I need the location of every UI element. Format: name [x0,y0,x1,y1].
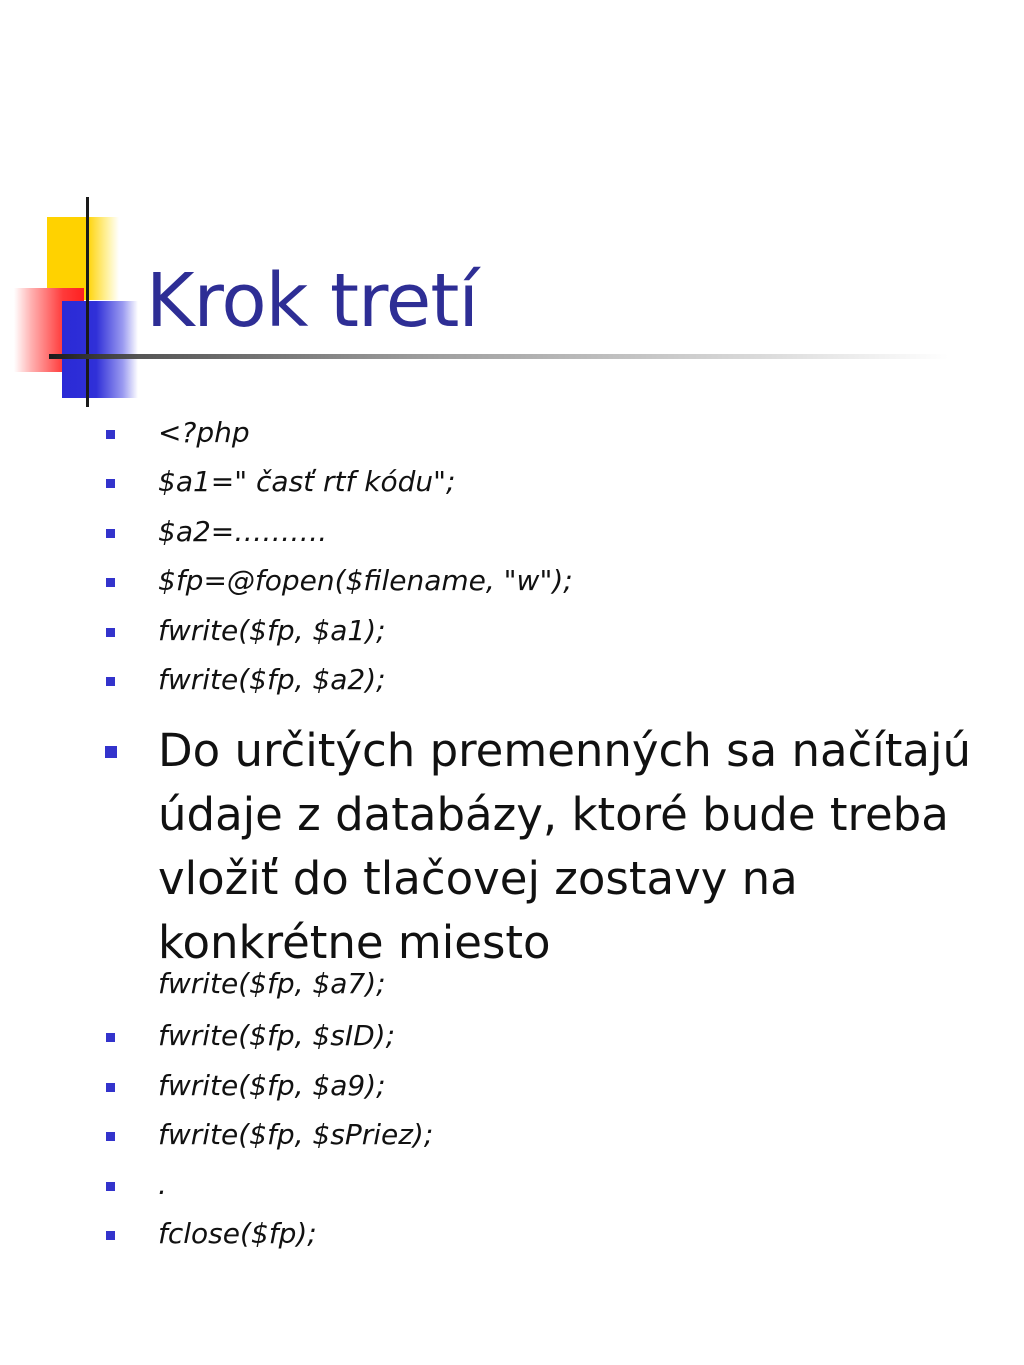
square-bullet-icon [106,677,115,686]
square-bullet-icon [106,1083,115,1092]
code-text: fclose($fp); [158,1217,317,1251]
code-text: fwrite($fp, $a2); [158,663,386,697]
bullet-list [104,408,984,1258]
square-bullet-icon [106,1231,115,1240]
code-line-fopen [104,556,984,605]
code-text: $a2=………. [158,514,328,548]
title-ornament-blue-square [62,301,138,398]
code-text: . [158,1167,167,1201]
code-line-fwrite-a1 [104,606,984,655]
code-line-fwrite-a9 [104,1061,984,1110]
code-text: fwrite($fp, $sPriez); [158,1118,434,1152]
code-text: <?php [158,416,250,449]
square-bullet-icon [106,479,115,488]
square-bullet-icon [106,628,115,637]
code-line-fwrite-a2 [104,655,984,704]
code-line-php-open [104,408,984,457]
square-bullet-icon [106,578,115,587]
code-line-fclose [104,1209,984,1258]
code-text: fwrite($fp, $sID); [158,1019,396,1053]
description-bullet [104,719,984,1011]
code-text: $fp=@fopen($filename, "w"); [158,564,573,598]
title-ornament-vertical-line [86,197,89,407]
code-line-a1 [104,457,984,506]
square-bullet-icon [106,1132,115,1141]
code-text: $a1=" časť rtf kódu"; [158,465,456,499]
square-bullet-icon [106,1033,115,1042]
code-text: fwrite($fp, $a9); [158,1068,386,1102]
square-bullet-icon [105,746,117,758]
square-bullet-icon [106,430,115,439]
code-line-ellipsis [104,1160,984,1209]
description-text: Do určitých premenných sa načítajú údaje z databázy, ktoré bude treba vložiť do tlačovej zostavy na konkrétne miesto [158,724,972,970]
code-line-fwrite-sid [104,1011,984,1060]
slide-title: Krok tretí [146,258,478,344]
square-bullet-icon [106,1182,115,1191]
code-line-a2 [104,507,984,556]
square-bullet-icon [106,529,115,538]
code-line-fwrite-spriez [104,1110,984,1159]
code-text-inline: fwrite($fp, $a7); [158,967,386,1001]
title-underline-rule [49,354,949,359]
code-text: fwrite($fp, $a1); [158,613,386,647]
